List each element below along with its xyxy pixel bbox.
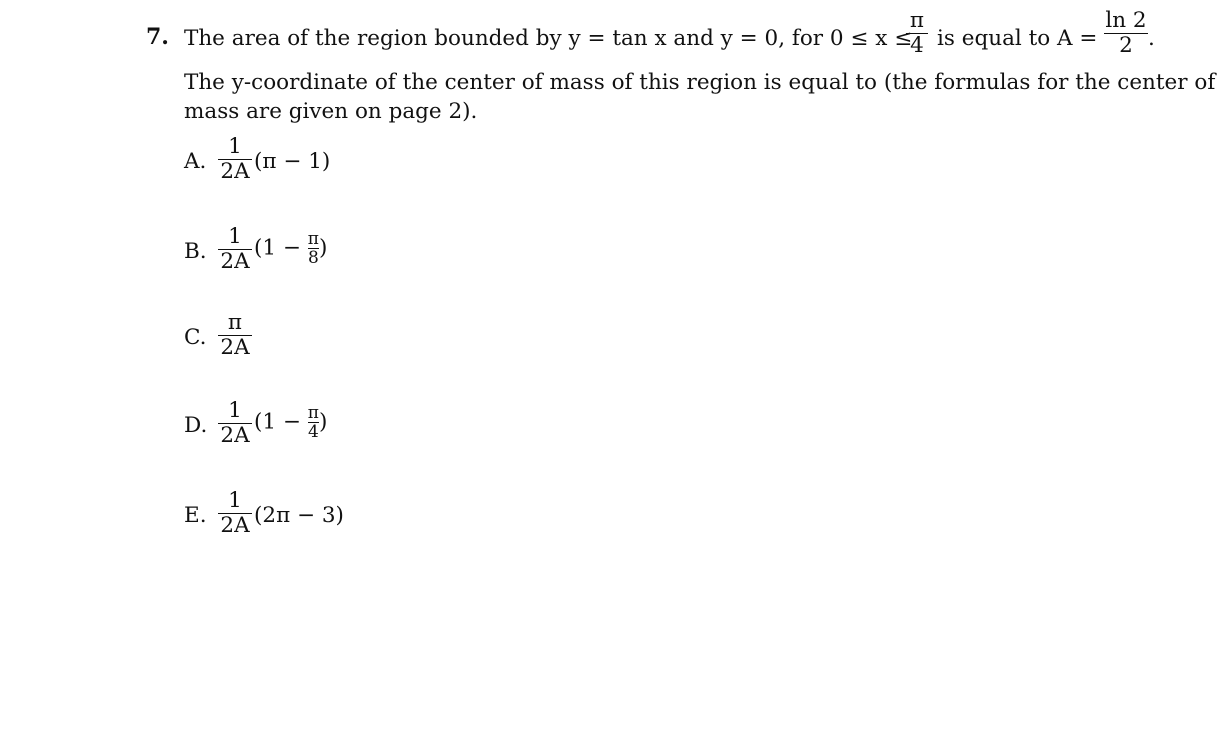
stem-line-1 (184, 10, 1154, 68)
inner-numerator: π (307, 403, 319, 423)
choice-fraction (218, 311, 252, 360)
expression-open: (1 − (254, 409, 301, 435)
choice-expression: (π − 1) (254, 149, 331, 174)
area-denominator: 2 (1119, 33, 1133, 58)
fraction-denominator: 2A (220, 423, 250, 448)
fraction-numerator: 1 (228, 224, 242, 249)
choice-fraction (218, 489, 252, 538)
stem-text-middle: is equal to A = (937, 26, 1098, 51)
choice-expression (254, 231, 327, 266)
inner-fraction (308, 231, 319, 266)
inner-numerator: π (307, 229, 319, 249)
fraction-numerator: 1 (228, 398, 242, 423)
fraction-numerator: π (227, 310, 243, 335)
fraction-denominator: 2A (220, 159, 250, 184)
choice-fraction (218, 225, 252, 274)
inner-fraction (308, 405, 319, 440)
fraction-numerator: 1 (228, 134, 242, 159)
expression-open: (1 − (254, 235, 301, 261)
inner-denominator: 8 (307, 248, 319, 268)
bound-denominator: 4 (910, 33, 924, 58)
bound-numerator: π (909, 8, 925, 33)
bound-fraction (906, 10, 928, 57)
stem-line-3: mass are given on page 2). (184, 99, 478, 124)
question-number: 7. (146, 24, 169, 50)
choice-letter: B. (184, 239, 207, 264)
stem-text-end: . (1148, 26, 1155, 51)
choice-letter: C. (184, 325, 207, 350)
choice-letter: E. (184, 503, 207, 528)
fraction-numerator: 1 (228, 488, 242, 513)
choice-letter: A. (184, 149, 207, 174)
area-fraction (1104, 10, 1148, 57)
expression-close: ) (318, 409, 328, 435)
inner-denominator: 4 (307, 422, 319, 442)
question-stem (184, 8, 1216, 126)
stem-line-2: The y-coordinate of the center of mass of this region is equal to (the formulas for the center of (184, 70, 1216, 95)
choice-fraction (218, 399, 252, 448)
stem-text-before: The area of the region bounded by y = tan x and y = 0, for 0 ≤ x ≤ (184, 26, 913, 51)
area-numerator: ln 2 (1105, 8, 1147, 33)
expression-close: ) (318, 235, 328, 261)
choice-expression: (2π − 3) (254, 503, 344, 528)
choice-fraction (218, 135, 252, 184)
choice-letter: D. (184, 413, 208, 438)
fraction-denominator: 2A (220, 513, 250, 538)
choice-expression (254, 405, 327, 440)
fraction-denominator: 2A (220, 335, 250, 360)
fraction-denominator: 2A (220, 249, 250, 274)
